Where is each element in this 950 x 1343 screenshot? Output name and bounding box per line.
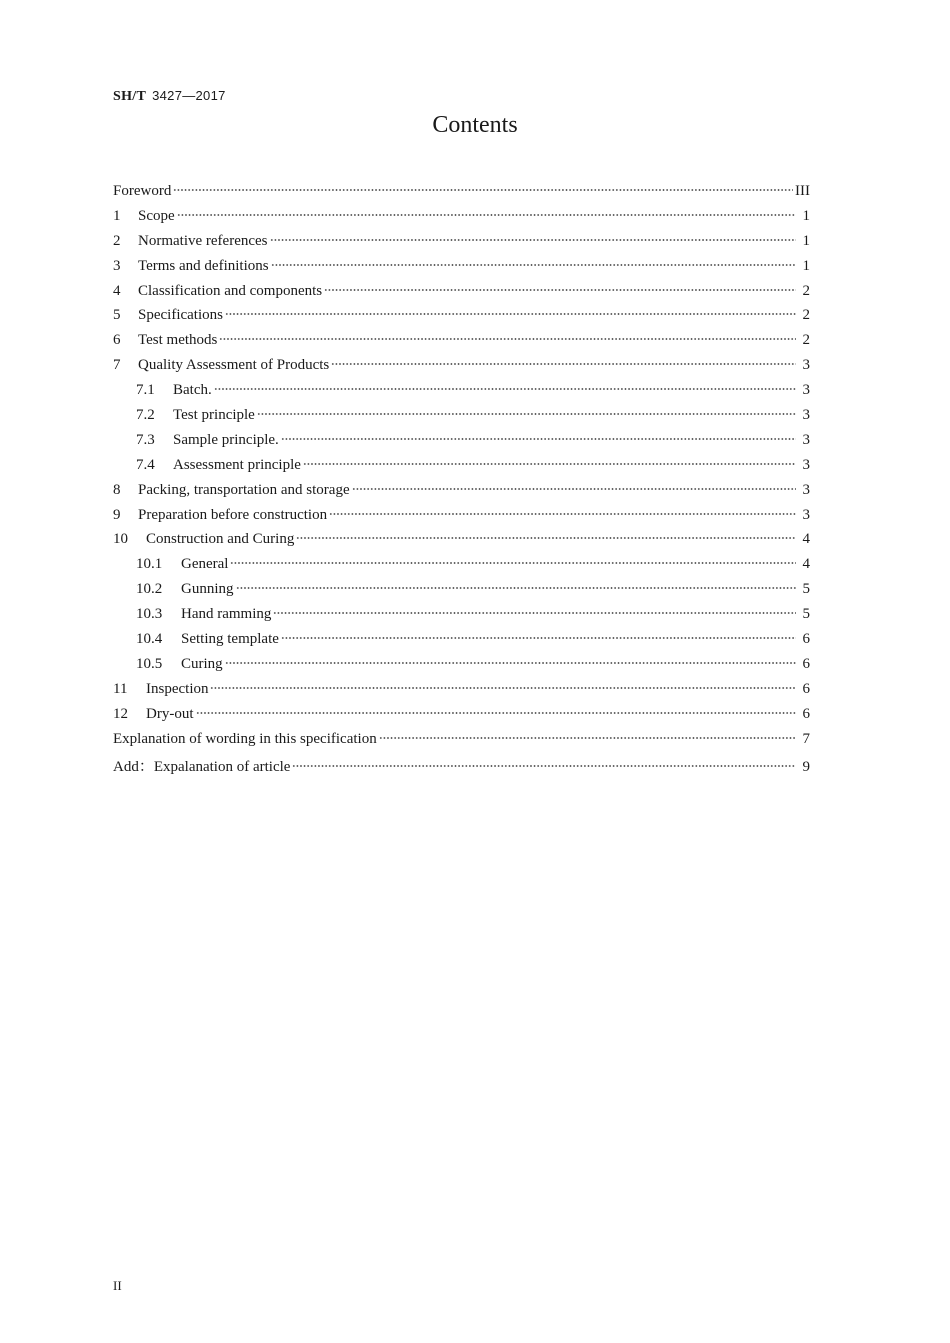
toc-dot-leader: [303, 462, 796, 466]
toc-dot-leader: [236, 586, 797, 590]
toc-entry-number: 11: [113, 680, 128, 697]
toc-dot-leader: [281, 636, 796, 640]
toc-entry-title: Construction and Curing: [146, 531, 295, 548]
toc-entry-number: 10.1: [136, 556, 163, 573]
toc-dot-leader: [270, 238, 796, 242]
toc-entry[interactable]: [113, 357, 810, 382]
toc-entry-page: 3: [802, 456, 810, 473]
toc-entry-page: 4: [802, 556, 810, 573]
toc-entry-number: 4: [113, 282, 121, 299]
toc-entry[interactable]: [113, 482, 810, 507]
toc-entry-page: 3: [802, 357, 810, 374]
toc-entry-title: Hand ramming: [181, 606, 272, 623]
toc-dot-leader: [225, 312, 796, 316]
toc-entry-title: Scope: [138, 207, 175, 224]
toc-entry-title: Batch.: [173, 382, 212, 399]
toc-entry-title: Dry-out: [146, 705, 194, 722]
toc-entry-title: Explanation of wording in this specification: [113, 730, 377, 747]
page-number: II: [113, 1278, 122, 1293]
toc-dot-leader: [219, 337, 796, 341]
toc-entry-page: 6: [802, 655, 810, 672]
toc-entry[interactable]: [113, 382, 810, 407]
toc-entry-title: Sample principle.: [173, 431, 279, 448]
toc-entry-number: 12: [113, 705, 128, 722]
toc-entry-title: General: [181, 556, 229, 573]
toc-entry-number: 7.2: [136, 407, 155, 424]
toc-dot-leader: [324, 288, 796, 292]
toc-entry-number: 1: [113, 207, 121, 224]
toc-entry-number: 10.3: [136, 606, 163, 623]
toc-entry-page: 6: [802, 631, 810, 648]
toc-entry-number: 6: [113, 332, 121, 349]
toc-entry-title: Setting template: [181, 631, 279, 648]
toc-entry-title: Foreword: [113, 183, 172, 199]
toc-entry-page: 7: [802, 730, 810, 747]
toc-entry-page: 3: [802, 382, 810, 399]
toc-entry[interactable]: [113, 457, 810, 482]
toc-entry-number: 5: [113, 307, 121, 324]
toc-entry-page: 1: [802, 232, 810, 249]
toc-entry-page: 6: [802, 680, 810, 697]
document-code: [113, 88, 226, 105]
toc-entry-page: 3: [802, 481, 810, 498]
toc-entry[interactable]: [113, 656, 810, 681]
toc-dot-leader: [271, 263, 796, 267]
toc-dot-leader: [196, 711, 797, 715]
toc-entry[interactable]: [113, 631, 810, 656]
toc-entry-page: 6: [802, 705, 810, 722]
toc-entry-title: Classification and components: [138, 282, 323, 299]
toc-entry[interactable]: [113, 432, 810, 457]
toc-entry-number: 8: [113, 481, 121, 498]
toc-dot-leader: [177, 213, 796, 217]
standard-number: 3427—2017: [152, 88, 226, 103]
toc-dot-leader: [210, 686, 796, 690]
toc-entry-title: Test methods: [138, 332, 218, 349]
toc-entry-page: 3: [802, 506, 810, 523]
toc-dot-leader: [352, 487, 796, 491]
toc-entry-number: 7.4: [136, 456, 155, 473]
toc-entry-page: 1: [802, 257, 810, 274]
toc-entry-number: 9: [113, 506, 121, 523]
toc-entry-page: 5: [802, 581, 810, 598]
toc-entry-number: 7.3: [136, 431, 155, 448]
toc-entry-title: Curing: [181, 655, 223, 672]
toc-entry-page: III: [795, 183, 810, 199]
toc-dot-leader: [281, 437, 796, 441]
toc-dot-leader: [173, 188, 793, 192]
toc-entry-number: 2: [113, 232, 121, 249]
toc-entry[interactable]: [113, 307, 810, 332]
toc-dot-leader: [379, 736, 796, 740]
toc-entry-number: 10.5: [136, 655, 163, 672]
toc-entry-page: 4: [802, 531, 810, 548]
toc-entry-title: Add：Expalanation of article: [113, 759, 291, 776]
toc-entry[interactable]: [113, 407, 810, 432]
toc-entry[interactable]: [113, 233, 810, 258]
toc-entry-title: Specifications: [138, 307, 223, 324]
toc-entry-title: Assessment principle: [173, 456, 301, 473]
toc-entry[interactable]: [113, 581, 810, 606]
toc-dot-leader: [292, 764, 796, 768]
toc-entry-title: Preparation before construction: [138, 506, 328, 523]
toc-entry-number: 3: [113, 257, 121, 274]
toc-entry[interactable]: [113, 556, 810, 581]
toc-entry-number: 10.2: [136, 581, 163, 598]
toc-dot-leader: [329, 512, 796, 516]
toc-entry-number: 7.1: [136, 382, 155, 399]
toc-entry-title: Terms and definitions: [138, 257, 269, 274]
toc-entry-title: Normative references: [138, 232, 268, 249]
toc-entry-page: 1: [802, 207, 810, 224]
toc-entry-page: 3: [802, 431, 810, 448]
toc-dot-leader: [225, 661, 796, 665]
toc-entry[interactable]: [113, 283, 810, 308]
toc-entry-page: 3: [802, 407, 810, 424]
toc-entry[interactable]: [113, 755, 810, 780]
toc-entry-title: Inspection: [146, 680, 209, 697]
toc-entry-page: 2: [802, 332, 810, 349]
toc-entry-page: 2: [802, 282, 810, 299]
toc-dot-leader: [214, 387, 796, 391]
toc-entry-number: 7: [113, 357, 121, 374]
toc-entry[interactable]: [113, 681, 810, 706]
standard-prefix: SH/T: [113, 89, 147, 104]
toc-entry-page: 5: [802, 606, 810, 623]
toc-entry-title: Test principle: [173, 407, 255, 424]
toc-entry[interactable]: [113, 208, 810, 233]
toc-entry[interactable]: [113, 531, 810, 556]
toc-entry-number: 10.4: [136, 631, 163, 648]
toc-dot-leader: [230, 561, 796, 565]
table-of-contents: [113, 183, 810, 780]
toc-entry[interactable]: [113, 606, 810, 631]
toc-entry-title: Quality Assessment of Products: [138, 357, 330, 374]
toc-entry-number: 10: [113, 531, 128, 548]
toc-entry[interactable]: [113, 183, 810, 208]
toc-entry[interactable]: [113, 332, 810, 357]
toc-entry[interactable]: [113, 507, 810, 532]
page-title: Contents: [432, 112, 518, 138]
toc-entry-title: Gunning: [181, 581, 234, 598]
toc-entry[interactable]: [113, 706, 810, 731]
toc-dot-leader: [296, 536, 796, 540]
toc-entry[interactable]: [113, 731, 810, 756]
toc-dot-leader: [331, 362, 796, 366]
toc-dot-leader: [273, 611, 796, 615]
toc-entry-title: Packing, transportation and storage: [138, 481, 350, 498]
toc-entry-page: 9: [802, 759, 810, 776]
toc-entry-page: 2: [802, 307, 810, 324]
toc-entry[interactable]: [113, 258, 810, 283]
toc-dot-leader: [257, 412, 796, 416]
